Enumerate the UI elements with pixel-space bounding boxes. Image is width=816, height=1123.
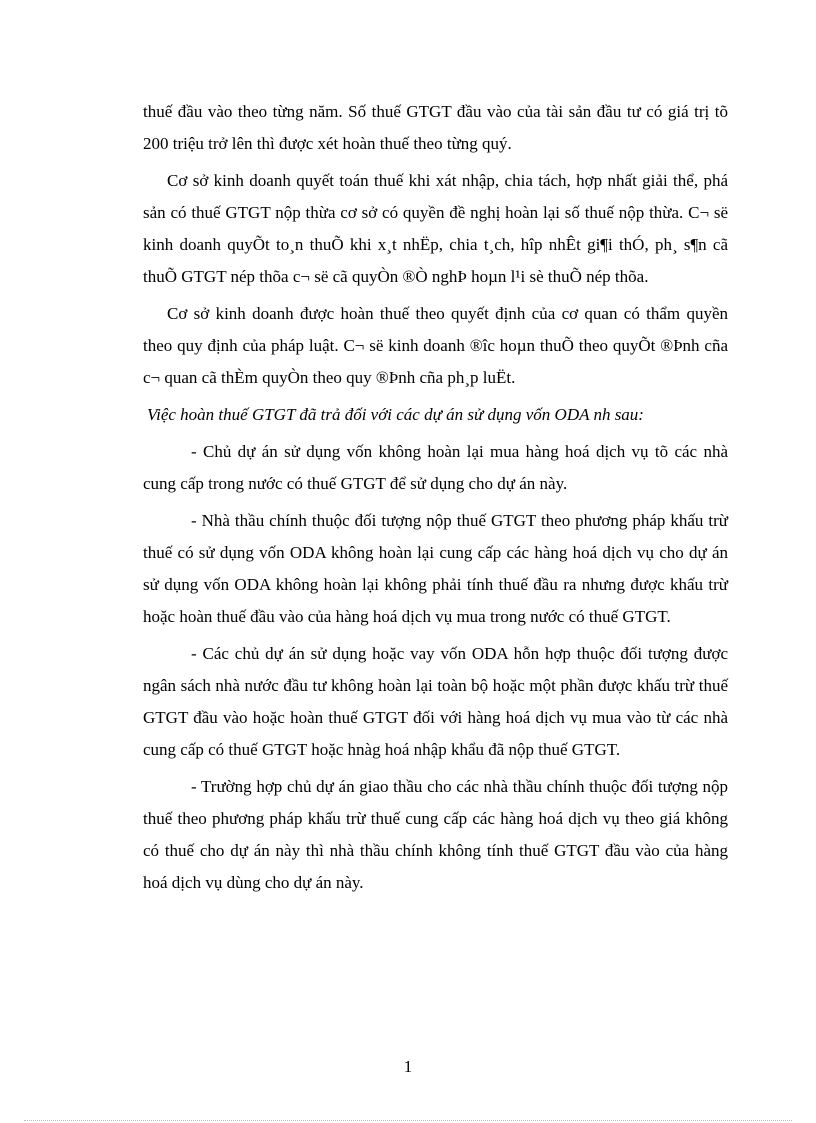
page-number: 1 bbox=[403, 1057, 413, 1076]
body-text bbox=[143, 96, 728, 899]
paragraph-tax-refund-by-year: thuế đầu vào theo từng năm. Số thuế GTGT đầu vào của tài sản đầu tư có giá trị tõ 200 triệu trở lên thì được xét hoàn thuế theo từng quý. bbox=[143, 102, 728, 153]
page-bottom-border bbox=[24, 1120, 792, 1121]
list-item-project-owner: - Chủ dự án sử dụng vốn không hoàn lại mua hàng hoá dịch vụ tõ các nhà cung cấp trong nước có thuế GTGT để sử dụng cho dự án này. bbox=[143, 442, 728, 493]
oda-refund-heading: Việc hoàn thuế GTGT đã trả đối với các dự án sử dụng vốn ODA nh sau: bbox=[147, 405, 644, 424]
list-item-contracting-case: - Trường hợp chủ dự án giao thầu cho các nhà thầu chính thuộc đối tượng nộp thuế theo phương pháp khấu trừ thuế cung cấp các hàng hoá dịch vụ theo giá không có thuế cho dự án này thì nhà thầu chính không tính thuế GTGT đầu vào của hàng hoá dịch vụ dùng cho dự án này. bbox=[143, 777, 728, 892]
paragraph-settlement-refund: Cơ sở kinh doanh quyết toán thuế khi xát nhập, chia tách, hợp nhất giải thể, phá sản có thuế GTGT nộp thừa cơ sở có quyền đề nghị hoàn lại số thuế nộp thừa. C¬ së kinh doanh quyÕt to¸n thuÕ khi x¸t nhËp, chia t¸ch, hîp nhÊt gi¶i thÓ, ph¸ s¶n cã thuÕ GTGT nép thõa c¬ së cã quyÒn ®Ò nghÞ hoµn l¹i sè thuÕ nép thõa. bbox=[143, 171, 728, 286]
list-item-main-contractor: - Nhà thầu chính thuộc đối tượng nộp thuế GTGT theo phương pháp khấu trừ thuế có sử dụng vốn ODA không hoàn lại cung cấp các hàng hoá dịch vụ cho dự án sử dụng vốn ODA không hoàn lại không phải tính thuế đầu ra nhưng được khấu trừ hoặc hoàn thuế đầu vào của hàng hoá dịch vụ mua trong nước có thuế GTGT. bbox=[143, 511, 728, 626]
paragraph-authority-refund: Cơ sở kinh doanh được hoàn thuế theo quyết định của cơ quan có thẩm quyền theo quy định của pháp luật. C¬ së kinh doanh ®îc hoµn thuÕ theo quyÕt ®Þnh cña c¬ quan cã thÈm quyÒn theo quy ®Þnh cña ph¸p luËt. bbox=[143, 304, 728, 387]
list-item-mixed-oda: - Các chủ dự án sử dụng hoặc vay vốn ODA hỗn hợp thuộc đối tượng được ngân sách nhà nước đầu tư không hoàn lại toàn bộ hoặc một phần được khấu trừ thuế GTGT đầu vào hoặc hoàn thuế GTGT đối với hàng hoá dịch vụ mua vào từ các nhà cung cấp có thuế GTGT hoặc hnàg hoá nhập khẩu đã nộp thuế GTGT. bbox=[143, 644, 728, 759]
